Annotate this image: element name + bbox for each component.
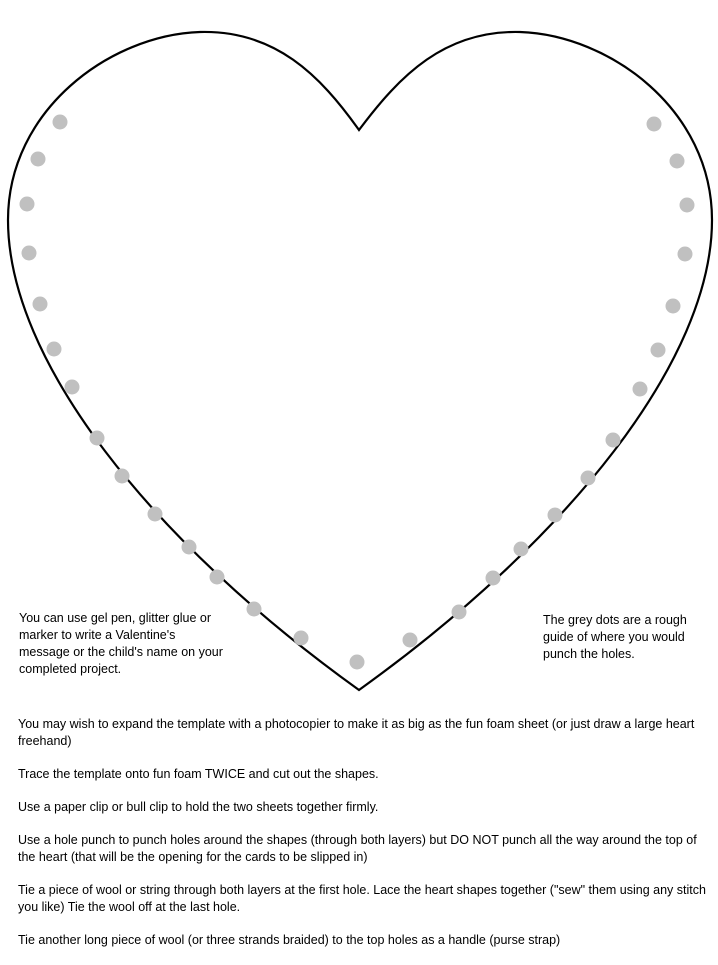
hole-dot: [247, 602, 262, 617]
hole-dot: [581, 471, 596, 486]
hole-dot: [647, 117, 662, 132]
note-message-tip: You can use gel pen, glitter glue or marker to write a Valentine's message or the child's name on your completed project.: [19, 611, 223, 676]
hole-dot: [606, 433, 621, 448]
instruction-step: Tie a piece of wool or string through both layers at the first hole. Lace the heart shapes together ("sew" them using any stitch you like) Tie the wool off at the last hole.: [18, 883, 706, 914]
hole-dot: [65, 380, 80, 395]
hole-dot: [22, 246, 37, 261]
heart-outline: [8, 32, 712, 690]
hole-dot: [514, 542, 529, 557]
instruction-list: [18, 716, 708, 965]
hole-dot: [53, 115, 68, 130]
hole-dot: [403, 633, 418, 648]
hole-dot: [350, 655, 365, 670]
hole-dot: [678, 247, 693, 262]
instruction-step: Use a paper clip or bull clip to hold the two sheets together firmly.: [18, 800, 379, 814]
hole-dot: [651, 343, 666, 358]
instruction-step: Use a hole punch to punch holes around the shapes (through both layers) but DO NOT punch all the way around the top of the heart (that will be the opening for the cards to be slipped in): [18, 833, 697, 864]
note-grey-dots: The grey dots are a rough guide of where you would punch the holes.: [543, 613, 687, 661]
hole-dot: [210, 570, 225, 585]
hole-dot: [31, 152, 46, 167]
hole-dot: [294, 631, 309, 646]
hole-dot: [148, 507, 163, 522]
instruction-step: Trace the template onto fun foam TWICE and cut out the shapes.: [18, 767, 379, 781]
hole-dot: [666, 299, 681, 314]
hole-dot: [670, 154, 685, 169]
hole-dot: [115, 469, 130, 484]
hole-dot: [20, 197, 35, 212]
hole-dot: [680, 198, 695, 213]
instruction-step: You may wish to expand the template with a photocopier to make it as big as the fun foam sheet (or just draw a large heart freehand): [18, 717, 695, 748]
hole-dot: [633, 382, 648, 397]
hole-dot: [47, 342, 62, 357]
hole-dot: [33, 297, 48, 312]
hole-dot: [182, 540, 197, 555]
hole-dot: [452, 605, 467, 620]
hole-dot: [486, 571, 501, 586]
instruction-step: Tie another long piece of wool (or three strands braided) to the top holes as a handle (purse strap): [18, 933, 561, 947]
hole-dot: [90, 431, 105, 446]
hole-dot: [548, 508, 563, 523]
hole-dots: [20, 115, 695, 670]
